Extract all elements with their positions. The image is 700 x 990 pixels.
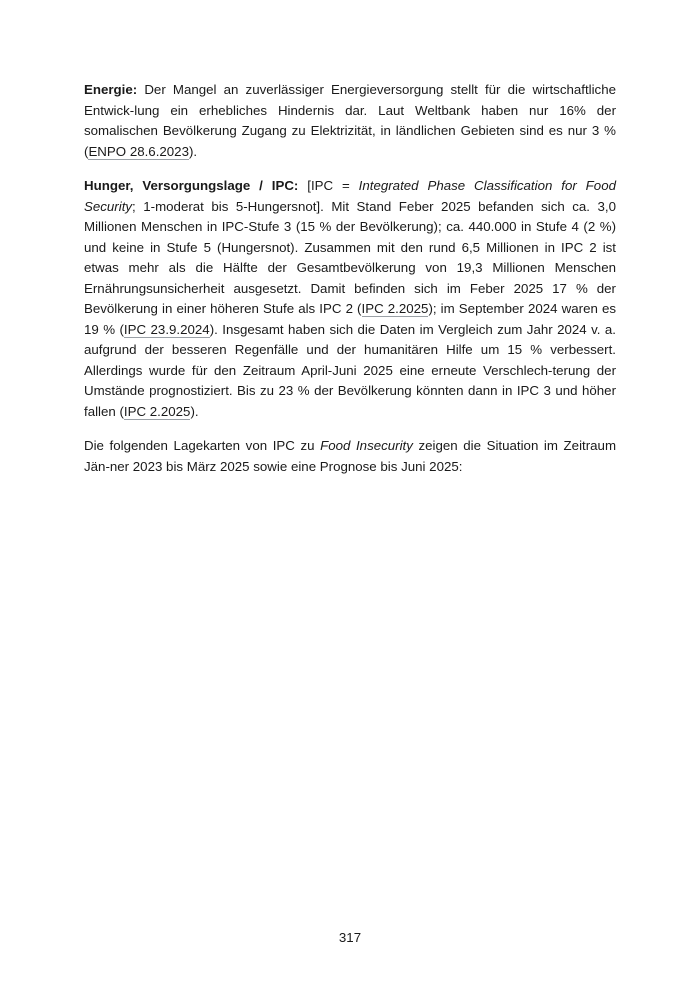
citation-link-enpo[interactable]: ENPO 28.6.2023 <box>88 143 189 159</box>
hunger-text-2: ; 1-moderat bis 5-Hungersnot]. Mit Stand Feber 2025 befanden sich ca. 3,0 Millionen Menschen in IPC-Stufe 3 (15 % der Bevölkerung); ca. 440.000 in Stufe 4 (2 %) und keine in Stufe 5 (Hungersnot). Zusammen mit den rund 6,5 Millionen in IPC 2 ist etwas mehr als die Hälfte der Gesamtbevölkerung von 19,3 Millionen Menschen Ernährungsunsicherheit ausgesetzt. Damit befinden sich im Feber 2025 17 % der Bevölkerung in einer höheren Stufe als IPC 2 ( <box>84 198 616 316</box>
hunger-text-1: [IPC = <box>298 178 359 193</box>
citation-link-ipc-2024[interactable]: IPC 23.9.2024 <box>123 321 210 337</box>
paragraph-maps <box>84 436 616 477</box>
energy-text-2: ). <box>188 143 198 159</box>
paragraph-energy <box>84 80 616 162</box>
maps-italic-food-insecurity: Food Insecurity <box>320 438 413 453</box>
maps-text-2: zeigen die Situation im Zeitraum Jän-ner 2023 bis März 2025 sowie eine Prognose bis Juni 2025: <box>84 438 617 474</box>
heading-hunger: Hunger, Versorgungslage / IPC: <box>84 178 299 193</box>
hunger-text-4: ). Insgesamt haben sich die Daten im Vergleich zum Jahr 2024 v. a. aufgrund der besseren Regenfälle und der humanitären Hilfe um 15 % verbessert. Allerdings wurde für den Zeitraum April-Juni 2025 eine erneute Verschlech-terung der Umstände prognostiziert. Bis zu 23 % der Bevölkerung könnten dann in IPC 3 und höher fallen ( <box>84 321 616 419</box>
document-body <box>84 80 616 491</box>
heading-energy: Energie: <box>84 82 138 97</box>
citation-link-ipc-2025-b[interactable]: IPC 2.2025 <box>123 403 191 419</box>
paragraph-hunger <box>84 176 616 422</box>
hunger-italic-ipc: Integrated Phase Classification for Food Security <box>84 178 616 214</box>
citation-link-ipc-2025[interactable]: IPC 2.2025 <box>361 301 429 316</box>
hunger-text-5: ). <box>190 403 199 419</box>
maps-text-1: Die folgenden Lagekarten von IPC zu <box>84 438 321 453</box>
page-number: 317 <box>338 930 362 945</box>
hunger-text-3: ); im September 2024 waren es 19 % ( <box>84 301 617 337</box>
energy-text-1: Der Mangel an zuverlässiger Energieversorgung stellt für die wirtschaftliche Entwick-lung ein erhebliches Hindernis dar. Laut Weltbank haben nur 16% der somalischen Bevölkerung Zugang zu Elektrizität, in ländlichen Gebieten sind es nur 3 % ( <box>84 82 616 159</box>
